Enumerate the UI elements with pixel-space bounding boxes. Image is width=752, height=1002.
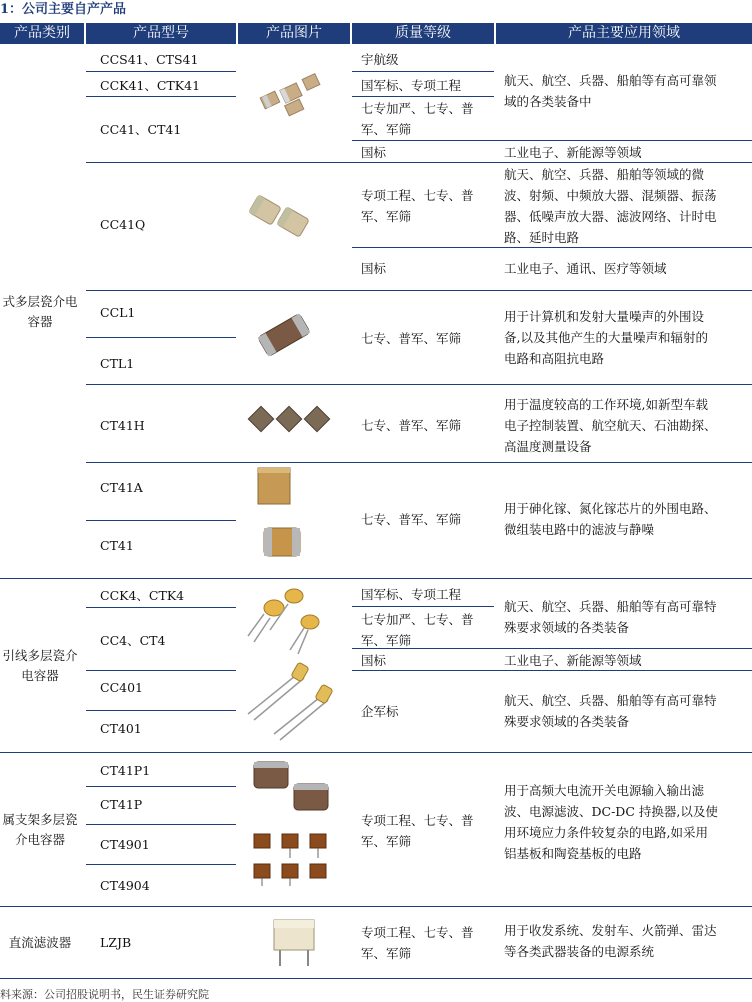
divider bbox=[86, 864, 236, 865]
application-cell: 工业电子、新能源等领域 bbox=[504, 653, 642, 668]
application-cell: 用于计算机和发射大量噪声的外围设备,以及其他产生的大量噪声和辐射的电路和高阻抗电路 bbox=[504, 309, 708, 366]
model-row: CCL1 bbox=[100, 305, 136, 320]
bracket-capacitor-image bbox=[248, 756, 338, 892]
model-row: CC401 bbox=[100, 680, 143, 695]
ccl1-image bbox=[252, 312, 316, 358]
header-application: 产品主要应用领域 bbox=[496, 23, 752, 44]
model-row: CT41P1 bbox=[100, 763, 151, 778]
table-title: 1：公司主要自产产品 bbox=[0, 2, 127, 17]
divider bbox=[352, 670, 752, 671]
header-image: 产品图片 bbox=[238, 23, 350, 44]
divider bbox=[352, 140, 752, 141]
application-cell: 用于收发系统、发射车、火箭弹、雷达等各类武器装备的电源系统 bbox=[504, 923, 717, 959]
model-row: CTL1 bbox=[100, 356, 135, 371]
model-row: CT41 bbox=[100, 538, 134, 553]
category-bracket-capacitor: 属支架多层瓷介电容器 bbox=[2, 812, 78, 847]
application-cell: 工业电子、新能源等领域 bbox=[504, 145, 642, 160]
dc-filter-image bbox=[268, 914, 324, 970]
model-row: CT401 bbox=[100, 721, 142, 736]
divider bbox=[86, 71, 236, 72]
application-cell: 航天、航空、兵器、船舶等有高可靠特殊要求领域的各类装备 bbox=[504, 693, 717, 729]
application-cell: 航天、航空、兵器、船舶等有高可靠领域的各类装备中 bbox=[504, 73, 717, 109]
divider bbox=[0, 752, 752, 753]
application-cell: 用于温度较高的工作环境,如新型车载电子控制装置、航空航天、石油勘探、高温度测量设备 bbox=[504, 397, 717, 454]
divider bbox=[86, 607, 236, 608]
quality-cell: 七专加严、七专、普军、军筛 bbox=[361, 612, 474, 648]
category-leaded-capacitor: 引线多层瓷介电容器 bbox=[2, 648, 78, 683]
divider bbox=[86, 462, 752, 463]
divider bbox=[86, 786, 236, 787]
model-row: CT4904 bbox=[100, 878, 150, 893]
divider bbox=[352, 247, 752, 248]
header-category: 产品类别 bbox=[0, 23, 84, 44]
model-row: CT41A bbox=[100, 480, 143, 495]
quality-cell: 专项工程、七专、普军、军筛 bbox=[361, 188, 474, 224]
model-row: CC4、CT4 bbox=[100, 633, 166, 648]
divider bbox=[86, 337, 236, 338]
divider bbox=[352, 96, 494, 97]
quality-cell: 宇航级 bbox=[361, 52, 399, 67]
quality-cell: 国标 bbox=[361, 261, 387, 276]
quality-cell: 七专加严、七专、普军、军筛 bbox=[361, 101, 474, 137]
quality-cell: 七专、普军、军筛 bbox=[361, 512, 462, 527]
divider bbox=[86, 384, 752, 385]
ct41-image bbox=[262, 520, 302, 562]
quality-cell: 国标 bbox=[361, 145, 387, 160]
cc41q-image bbox=[246, 190, 316, 242]
application-cell: 工业电子、通讯、医疗等领域 bbox=[504, 261, 667, 276]
model-row: CT41P bbox=[100, 797, 143, 812]
quality-cell: 国军标、专项工程 bbox=[361, 587, 462, 602]
application-cell: 航天、航空、兵器、船舶等有高可靠特殊要求领域的各类装备 bbox=[504, 599, 717, 635]
divider bbox=[0, 978, 752, 979]
divider bbox=[86, 824, 236, 825]
divider bbox=[86, 96, 236, 97]
ct41h-image bbox=[246, 404, 332, 438]
model-row: CT41H bbox=[100, 418, 145, 433]
quality-cell: 国标 bbox=[361, 653, 387, 668]
divider bbox=[0, 906, 752, 907]
application-cell: 用于高频大电流开关电源输入输出滤波、电源滤波、DC-DC 持换器,以及使用环境应力条件较复杂的电路,如采用铝基板和陶瓷基板的电路 bbox=[504, 783, 718, 861]
quality-cell: 专项工程、七专、普军、军筛 bbox=[361, 813, 474, 849]
divider bbox=[352, 71, 494, 72]
ct41a-image bbox=[256, 466, 292, 506]
category-chip-capacitor: 式多层瓷介电容器 bbox=[2, 294, 78, 329]
model-row: CCS41、CTS41 bbox=[100, 52, 199, 67]
chip-capacitor-image bbox=[254, 72, 324, 122]
category-dc-filter: 直流滤波器 bbox=[8, 935, 72, 950]
header-quality: 质量等级 bbox=[352, 23, 494, 44]
quality-cell: 七专、普军、军筛 bbox=[361, 418, 462, 433]
divider bbox=[0, 578, 752, 579]
divider bbox=[352, 648, 752, 649]
divider bbox=[86, 710, 236, 711]
leaded-capacitor-image bbox=[244, 584, 336, 744]
quality-cell: 七专、普军、军筛 bbox=[361, 331, 462, 346]
model-row: CT4901 bbox=[100, 837, 150, 852]
quality-cell: 国军标、专项工程 bbox=[361, 78, 462, 93]
application-cell: 航天、航空、兵器、船舶等领域的微波、射频、中频放大器、混频器、振荡器、低噪声放大器、滤波网络、计时电路、延时电路 bbox=[504, 167, 717, 245]
divider bbox=[86, 162, 752, 163]
divider bbox=[86, 520, 236, 521]
model-row: CC41、CT41 bbox=[100, 122, 182, 137]
quality-cell: 企军标 bbox=[361, 704, 399, 719]
model-row: CCK4、CTK4 bbox=[100, 588, 185, 603]
header-model: 产品型号 bbox=[86, 23, 236, 44]
application-cell: 用于砷化镓、氮化镓芯片的外围电路、微组装电路中的滤波与静噪 bbox=[504, 501, 717, 537]
divider bbox=[352, 606, 494, 607]
divider bbox=[86, 670, 236, 671]
model-row: CCK41、CTK41 bbox=[100, 78, 201, 93]
quality-cell: 专项工程、七专、普军、军筛 bbox=[361, 925, 474, 961]
divider bbox=[86, 290, 752, 291]
model-row: CC41Q bbox=[100, 217, 146, 232]
model-row: LZJB bbox=[100, 935, 132, 950]
source-note: 料来源：公司招股说明书，民生证券研究院 bbox=[0, 988, 209, 1001]
